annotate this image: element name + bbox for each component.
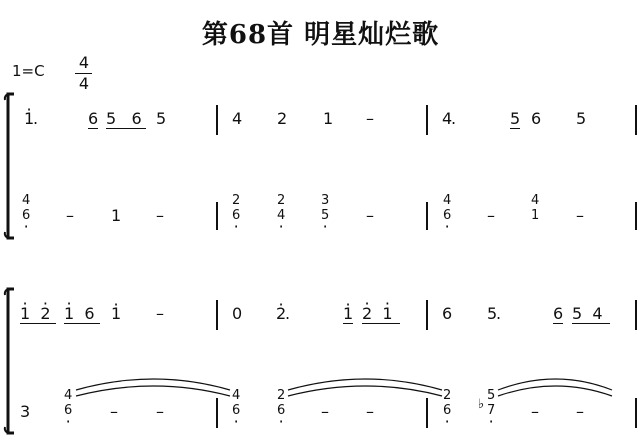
barline [635, 398, 637, 428]
chord-upper: 2 [443, 388, 452, 403]
chord-lower: 5 · [321, 209, 329, 223]
note: 5 [510, 109, 521, 128]
note: · 1 [343, 305, 353, 324]
barline [426, 105, 428, 135]
note: · 2 [362, 304, 372, 323]
note: 6 [442, 304, 453, 323]
barline [635, 105, 637, 135]
chord-upper: 4 [22, 193, 31, 208]
dash: – [66, 206, 74, 225]
chord-lower: 6 · [443, 404, 451, 418]
note: 4 [592, 304, 603, 323]
tie-arc [496, 370, 616, 400]
rest: 0 [232, 304, 243, 323]
barline [216, 202, 218, 230]
note: 5 [106, 109, 117, 128]
chord-lower: 6 · [232, 404, 240, 418]
note: 6 [88, 109, 99, 128]
chord-upper: 2 [277, 193, 286, 208]
barline [426, 202, 428, 230]
chord-lower: 6 · [232, 209, 240, 223]
system-1-brace [2, 92, 16, 240]
note: · 1 [111, 305, 121, 323]
note: 1 [111, 206, 122, 225]
chord-lower: 4 · [277, 209, 285, 223]
note: 1 [323, 109, 334, 128]
note: 6 [531, 109, 542, 128]
dash: – [156, 206, 164, 225]
note: 3 [20, 402, 31, 421]
barline [426, 300, 428, 330]
chord-upper: 4 [64, 388, 73, 403]
chord-lower: 1 [531, 208, 540, 223]
chord-upper: 2 [277, 388, 286, 403]
note-group [362, 305, 400, 324]
time-signature-bottom: 4 [78, 74, 90, 93]
dash: – [156, 304, 164, 323]
chord-lower: 6 · [443, 209, 451, 223]
dash: – [366, 402, 374, 421]
note: 2 [277, 109, 288, 128]
note: · 1 [24, 110, 34, 128]
note: · 2 [40, 304, 50, 323]
note: 4 [442, 109, 453, 128]
augmentation-dot: . [285, 304, 291, 323]
note: · 2 [276, 305, 286, 323]
score-title: 第68首 明星灿烂歌 [201, 20, 440, 50]
barline [216, 398, 218, 428]
note-group [106, 110, 146, 129]
note: 6 [131, 109, 142, 128]
dash: – [366, 206, 374, 225]
note: 5 [576, 109, 587, 128]
note: 5 [156, 109, 167, 128]
note: · 1 [20, 304, 30, 323]
note: · 1 [382, 304, 392, 323]
dash: – [576, 206, 584, 225]
tie-arc [74, 370, 234, 400]
dash: – [156, 402, 164, 421]
note: 6 [553, 304, 564, 323]
chord-lower: 7 · [487, 404, 495, 418]
note: 6 [84, 304, 95, 323]
chord-lower: 6 · [22, 209, 30, 223]
flat-sign: ♭ [478, 397, 485, 412]
tie-arc [286, 370, 446, 400]
barline [216, 300, 218, 330]
note: 4 [232, 109, 243, 128]
dash: – [366, 109, 374, 128]
note-group [572, 305, 610, 324]
note: 5 [572, 304, 583, 323]
barline [426, 398, 428, 428]
note-group [20, 305, 56, 324]
augmentation-dot: . [451, 109, 457, 128]
time-signature-top: 4 [78, 53, 90, 72]
note: · 1 [64, 304, 74, 323]
barline [635, 202, 637, 230]
note-group [64, 305, 100, 324]
chord-lower: 6 · [64, 404, 72, 418]
chord-upper: 2 [232, 193, 241, 208]
dash: – [531, 402, 539, 421]
barline [635, 300, 637, 330]
key-signature: 1=C [12, 62, 45, 80]
system-2-brace [2, 287, 16, 435]
augmentation-dot: . [496, 304, 502, 323]
dash: – [321, 402, 329, 421]
dash: – [576, 402, 584, 421]
chord-upper: 5 [487, 388, 496, 403]
chord-lower: 6 · [277, 404, 285, 418]
note: 5 [487, 304, 498, 323]
chord-upper: 4 [531, 193, 540, 208]
chord-upper: 4 [232, 388, 241, 403]
dash: – [487, 206, 495, 225]
chord-upper: 4 [443, 193, 452, 208]
barline [216, 105, 218, 135]
augmentation-dot: . [33, 109, 39, 128]
chord-upper: 3 [321, 193, 330, 208]
dash: – [110, 402, 118, 421]
